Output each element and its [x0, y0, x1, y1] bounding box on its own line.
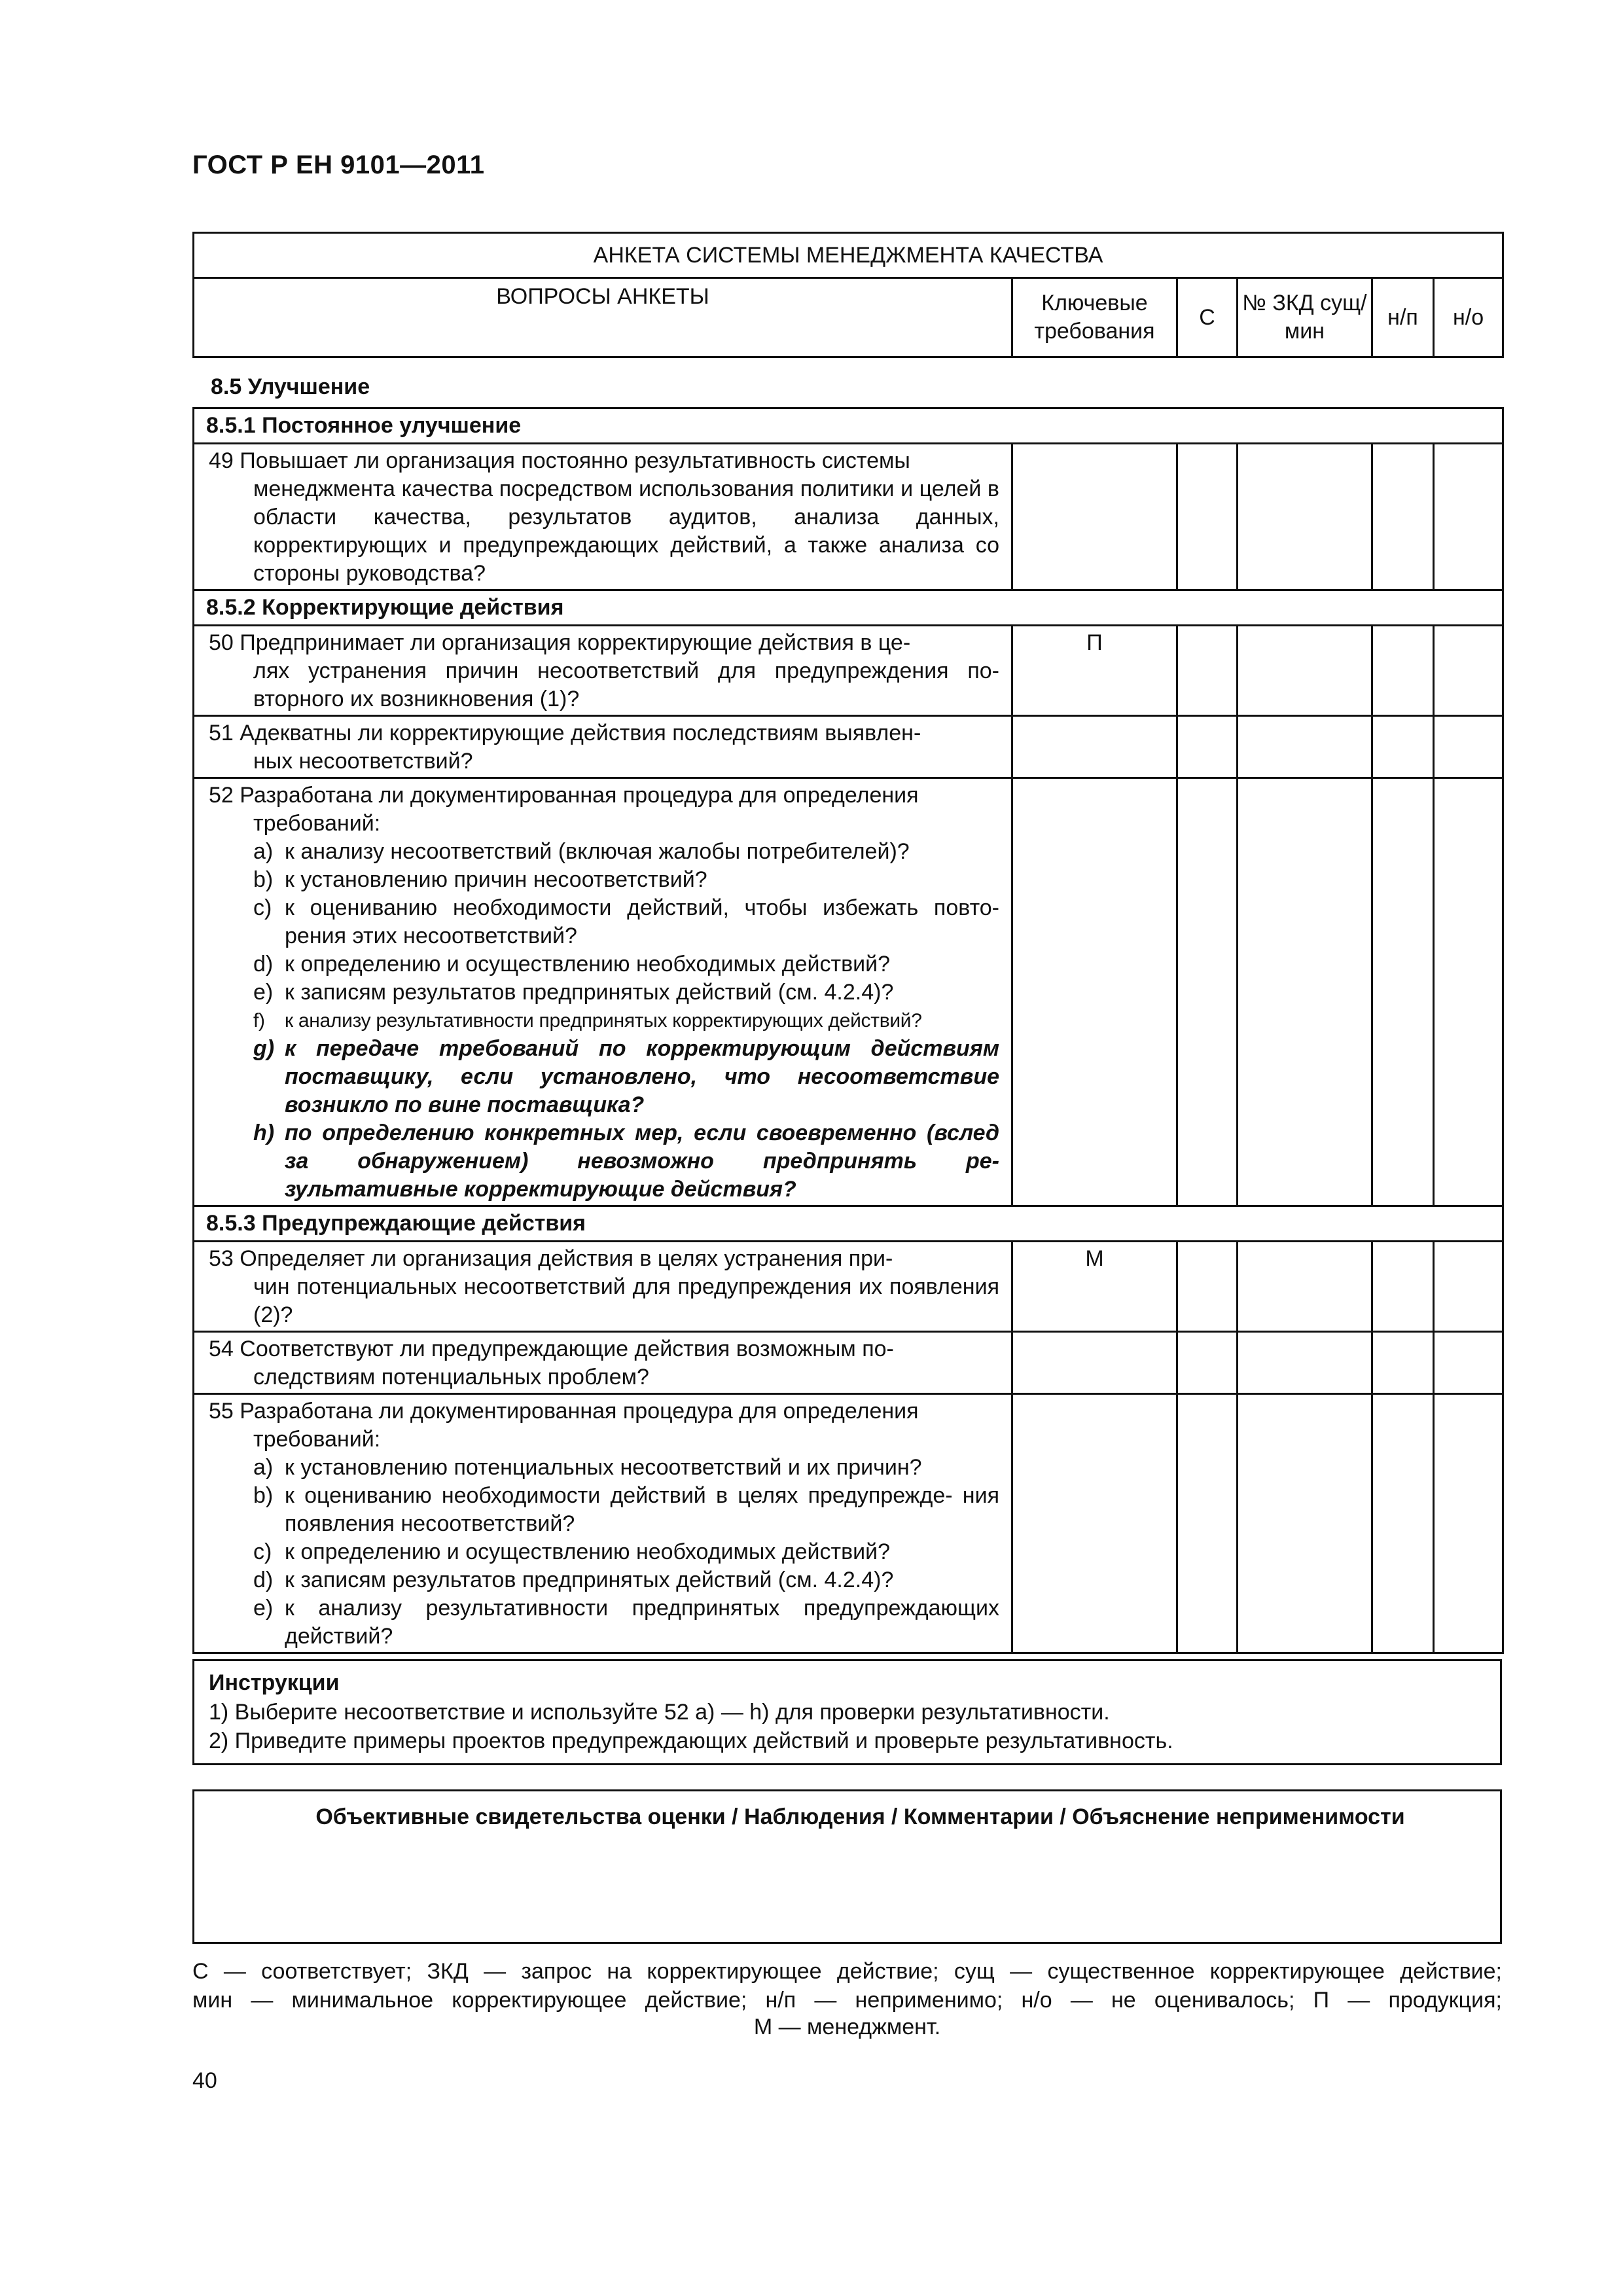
c-cell[interactable]: [1177, 444, 1238, 590]
table-row: [194, 778, 1503, 1206]
col-header-zkd: № ЗКД сущ/мин: [1238, 278, 1372, 357]
option-item: a) к анализу несоответствий (включая жалобы потребителей)?: [253, 839, 910, 864]
table-row: [194, 716, 1503, 778]
no-cell[interactable]: [1434, 716, 1503, 778]
question-52-text: требований:: [253, 811, 381, 836]
instruction-line: 2) Приведите примеры проектов предупреждающих действий и проверьте результативность.: [209, 1729, 1173, 1753]
np-cell[interactable]: [1372, 1242, 1434, 1332]
c-cell[interactable]: [1177, 1332, 1238, 1394]
option-item-emphasized: g) к передаче требований по корректирующим действиям поставщику, если установлено, что несоответствие возникло по вине поставщика?: [253, 1036, 999, 1117]
legend: [192, 1957, 1502, 2015]
no-cell[interactable]: [1434, 1332, 1503, 1394]
np-cell[interactable]: [1372, 444, 1434, 590]
no-cell[interactable]: [1434, 626, 1503, 716]
question-55: [194, 1394, 1012, 1653]
zkd-cell[interactable]: [1238, 716, 1372, 778]
zkd-cell[interactable]: [1238, 1332, 1372, 1394]
col-header-c: С: [1177, 278, 1238, 357]
question-50: [194, 626, 1012, 716]
question-53-text: чин потенциальных несоответствий для предупреждения их появления (2)?: [253, 1274, 999, 1327]
key-requirement-cell[interactable]: [1012, 1332, 1177, 1394]
question-51-text: ных несоответствий?: [253, 749, 473, 774]
zkd-cell[interactable]: [1238, 1242, 1372, 1332]
question-52: [194, 778, 1012, 1206]
page-number: 40: [192, 2068, 217, 2093]
question-53-line1: 53 Определяет ли организация действия в целях устранения при-: [209, 1246, 893, 1271]
questionnaire-table: [192, 407, 1504, 1654]
option-item: a) к установлению потенциальных несоответствий и их причин?: [253, 1455, 922, 1480]
np-cell[interactable]: [1372, 626, 1434, 716]
subsection-title: 8.5.3 Предупреждающие действия: [194, 1206, 1503, 1242]
instructions-title: Инструкции: [209, 1670, 340, 1695]
table-row: [194, 1242, 1503, 1332]
key-requirement-cell[interactable]: [1012, 716, 1177, 778]
question-52-line1: 52 Разработана ли документированная процедура для определения: [209, 783, 919, 808]
question-54-line1: 54 Соответствуют ли предупреждающие действия возможным по-: [209, 1336, 894, 1361]
col-header-key-requirements: Ключевые требования: [1012, 278, 1177, 357]
c-cell[interactable]: [1177, 1394, 1238, 1653]
table-row: [194, 444, 1503, 590]
evidence-title: Объективные свидетельства оценки / Наблюдения / Комментарии / Объяснение неприменимости: [315, 1804, 1405, 1829]
instructions-box: [192, 1659, 1502, 1765]
zkd-cell[interactable]: [1238, 444, 1372, 590]
questionnaire-header: [192, 232, 1504, 358]
option-item: c) к определению и осуществлению необходимых действий?: [253, 1539, 891, 1564]
table-row: [194, 626, 1503, 716]
col-header-questions: ВОПРОСЫ АНКЕТЫ: [194, 278, 1012, 357]
question-50-line1: 50 Предпринимает ли организация корректирующие действия в це-: [209, 630, 911, 655]
section-heading: 8.5 Улучшение: [211, 374, 370, 399]
legend-line: мин — минимальное корректирующее действие; н/п — неприменимо; н/о — не оценивалось; П — продукция;: [192, 1988, 1502, 2013]
option-item: e) к записям результатов предпринятых действий (см. 4.2.4)?: [253, 980, 894, 1005]
question-50-text: лях устранения причин несоответствий для предупреждения по- вторного их возникновения (1)?: [253, 658, 999, 711]
question-54-text: следствиям потенциальных проблем?: [253, 1365, 649, 1390]
no-cell[interactable]: [1434, 1394, 1503, 1653]
key-requirement-cell[interactable]: [1012, 444, 1177, 590]
np-cell[interactable]: [1372, 1394, 1434, 1653]
option-item: d) к определению и осуществлению необходимых действий?: [253, 952, 891, 977]
option-item: b) к оцениванию необходимости действий в целях предупрежде- ния появления несоответствий?: [253, 1483, 999, 1536]
question-49-line1: 49 Повышает ли организация постоянно результативность системы: [209, 448, 910, 473]
table-row: [194, 1394, 1503, 1653]
c-cell[interactable]: [1177, 716, 1238, 778]
legend-line: М — менеджмент.: [753, 2015, 941, 2039]
option-item: b) к установлению причин несоответствий?: [253, 867, 707, 892]
question-49: [194, 444, 1012, 590]
col-header-np: н/п: [1372, 278, 1434, 357]
question-55-line1: 55 Разработана ли документированная процедура для определения: [209, 1399, 919, 1424]
np-cell[interactable]: [1372, 778, 1434, 1206]
table-row: [194, 1332, 1503, 1394]
no-cell[interactable]: [1434, 1242, 1503, 1332]
instruction-line: 1) Выберите несоответствие и используйте 52 a) — h) для проверки результативности.: [209, 1700, 1110, 1725]
c-cell[interactable]: [1177, 626, 1238, 716]
legend-line: С — соответствует; ЗКД — запрос на корректирующее действие; сущ — существенное корректирующее действие;: [192, 1959, 1502, 1984]
zkd-cell[interactable]: [1238, 1394, 1372, 1653]
zkd-cell[interactable]: [1238, 626, 1372, 716]
option-item-emphasized: h) по определению конкретных мер, если своевременно (вслед за обнаружением) невозможно предпринять ре- зультативные корректирующие действия?: [253, 1121, 999, 1202]
col-header-no: н/о: [1434, 278, 1503, 357]
key-requirement-cell[interactable]: П: [1012, 626, 1177, 716]
question-51-line1: 51 Адекватны ли корректирующие действия последствиям выявлен-: [209, 721, 921, 745]
document-code: ГОСТ Р ЕН 9101—2011: [192, 151, 485, 179]
evidence-box[interactable]: [192, 1789, 1502, 1944]
option-item: e) к анализу результативности предпринятых предупреждающих действий?: [253, 1596, 999, 1649]
c-cell[interactable]: [1177, 778, 1238, 1206]
question-53: [194, 1242, 1012, 1332]
option-item: f) к анализу результативности предпринятых корректирующих действий?: [253, 1010, 922, 1031]
subsection-title: 8.5.1 Постоянное улучшение: [194, 408, 1503, 444]
no-cell[interactable]: [1434, 444, 1503, 590]
zkd-cell[interactable]: [1238, 778, 1372, 1206]
key-requirement-cell[interactable]: М: [1012, 1242, 1177, 1332]
question-49-text: менеджмента качества посредством использования политики и целей в области качества, результатов аудитов, анализа данных, корректирующих и предупреждающих действий, а также анализа со стороны руководства?: [253, 476, 999, 586]
key-requirement-cell[interactable]: [1012, 1394, 1177, 1653]
subsection-title: 8.5.2 Корректирующие действия: [194, 590, 1503, 626]
question-55-text: требований:: [253, 1427, 381, 1452]
np-cell[interactable]: [1372, 716, 1434, 778]
questionnaire-title: АНКЕТА СИСТЕМЫ МЕНЕДЖМЕНТА КАЧЕСТВА: [194, 233, 1503, 278]
key-requirement-cell[interactable]: [1012, 778, 1177, 1206]
c-cell[interactable]: [1177, 1242, 1238, 1332]
question-51: [194, 716, 1012, 778]
np-cell[interactable]: [1372, 1332, 1434, 1394]
question-54: [194, 1332, 1012, 1394]
no-cell[interactable]: [1434, 778, 1503, 1206]
option-item: d) к записям результатов предпринятых действий (см. 4.2.4)?: [253, 1568, 894, 1592]
option-item: c) к оцениванию необходимости действий, чтобы избежать повто- рения этих несоответствий?: [253, 895, 999, 948]
